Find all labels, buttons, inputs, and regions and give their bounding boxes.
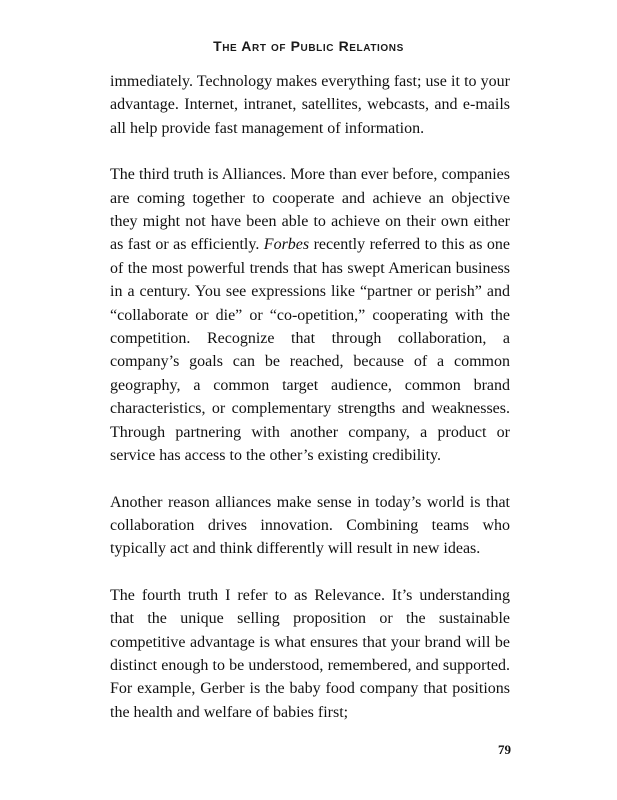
paragraph-text-before: The third truth is Alliances. More than ever before, companies are coming together to cooperate and achieve an objective they might not have been able to achieve on their own either as fast or as efficiently. (110, 166, 510, 254)
paragraph-relevance (110, 584, 510, 724)
page-number: 79 (498, 742, 511, 757)
paragraph-alliances (110, 163, 510, 467)
paragraph-text-after: recently referred to this as one of the most powerful trends that has swept American business in a century. You see expressions like “partner or perish” and “collaborate or die” or “co-opetition,” cooperating with the competition. Recognize that through collaboration, a company’s goals can be reached, because of a common geography, a common target audience, common brand characteristics, or complementary strengths and weaknesses. Through partnering with another company, a product or service has access to the other’s existing credibility. (110, 236, 511, 465)
forbes-italic: Forbes (263, 236, 310, 254)
running-head: The Art of Public Relations (213, 38, 404, 54)
paragraph-technology (110, 70, 510, 140)
paragraph-innovation (110, 491, 510, 561)
body-text (110, 70, 510, 747)
paragraph-text: immediately. Technology makes everything fast; use it to your advantage. Internet, intranet, satellites, webcasts, and e-mails all help provide fast management of information. (110, 73, 510, 137)
paragraph-text: Another reason alliances make sense in today’s world is that collaboration drives innovation. Combining teams who typically act and think differently will result in new ideas. (110, 493, 510, 558)
paragraph-text: The fourth truth I refer to as Relevance. It’s understanding that the unique selling proposition or the sustainable competitive advantage is what ensures that your brand will be distinct enough to be understood, remembered, and supported. For example, Gerber is the baby food company that positions the health and welfare of babies first; (110, 586, 510, 721)
